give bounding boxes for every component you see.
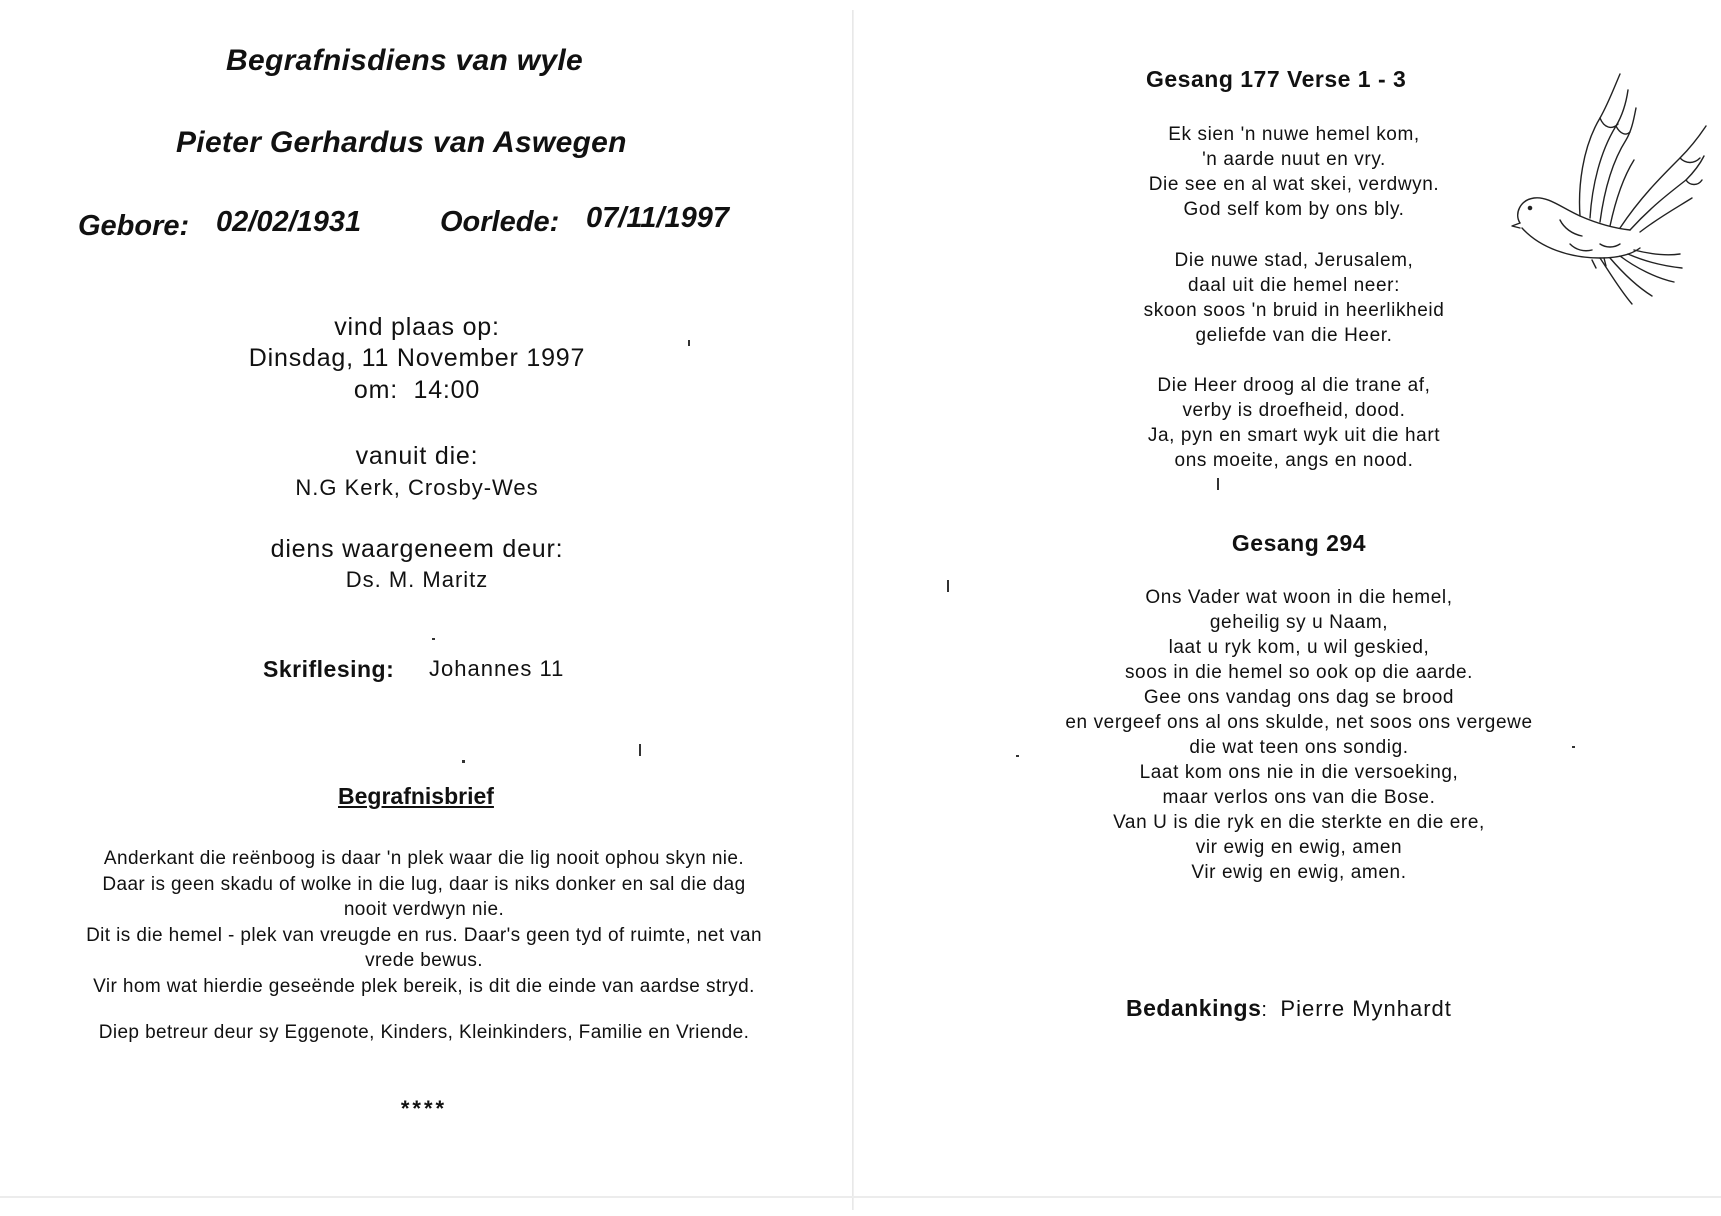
died-label: Oorlede: [440, 206, 560, 238]
died-date: 07/11/1997 [586, 202, 729, 234]
verse-line: daal uit die hemel neer: [1188, 275, 1400, 296]
verse-line: Gee ons vandag ons dag se brood [1143, 687, 1455, 708]
letter-line: Vir hom wat hierdie geseënde plek bereik, is dit die einde van aardse stryd. [93, 975, 755, 997]
verse-line: Die nuwe stad, Jerusalem, [1174, 250, 1414, 271]
hymn2-title: Gesang 294 [1231, 530, 1367, 556]
letter-title: Begrafnisbrief [338, 783, 494, 809]
page-bottom-edge [0, 1196, 1721, 1198]
thanks-label: Bedankings [1126, 995, 1262, 1021]
verse-line: Die see en al wat skei, verdwyn. [1148, 174, 1440, 195]
letter-body [24, 846, 824, 999]
time-label: om: [353, 376, 398, 404]
scan-speck [1217, 478, 1219, 490]
time-value: 14:00 [413, 376, 481, 404]
service-date: Dinsdag, 11 November 1997 [248, 344, 586, 372]
verse-line: maar verlos ons van die Bose. [1162, 787, 1436, 808]
scan-speck [1572, 746, 1575, 748]
letter-line: Daar is geen skadu of wolke in die lug, daar is niks donker en sal die dag [102, 873, 746, 895]
service-time [0, 376, 834, 405]
verse-line: geliefde van die Heer. [1195, 325, 1393, 346]
scan-speck [688, 340, 690, 346]
verse-line: verby is droefheid, dood. [1182, 400, 1406, 421]
service-heading: Begrafnisdiens van wyle [226, 44, 584, 77]
hymn2-body [944, 585, 1654, 885]
thanks-line: Bedankings: Pierre Mynhardt [1126, 995, 1452, 1021]
letter-line: vrede bewus. [365, 950, 483, 971]
reading-label: Skriflesing: [263, 656, 395, 682]
verse-line: laat u ryk kom, u wil geskied, [1168, 637, 1430, 658]
mourners-line: Diep betreur deur sy Eggenote, Kinders, Kleinkinders, Familie en Vriende. [98, 1022, 750, 1043]
left-page [0, 0, 854, 1216]
from-label: vanuit die: [355, 442, 479, 470]
verse-line: Die Heer droog al die trane af, [1157, 375, 1431, 396]
scan-speck [462, 760, 465, 763]
verse-line: vir ewig en ewig, amen [1195, 837, 1403, 858]
letter-line: nooit verdwyn nie. [343, 899, 505, 920]
verse-line: Laat kom ons nie in die versoeking, [1139, 762, 1459, 783]
right-page [854, 0, 1721, 1216]
scan-speck [947, 580, 949, 592]
closing-stars: **** [400, 1096, 448, 1121]
scan-speck [432, 638, 435, 640]
verse-line: en vergeef ons al ons skulde, net soos ons vergewe [1065, 712, 1533, 733]
scan-speck [1016, 755, 1019, 757]
born-date: 02/02/1931 [216, 206, 362, 238]
letter-line: Anderkant die reënboog is daar 'n plek waar die lig nooit ophou skyn nie. [103, 848, 745, 869]
verse-line: ons moeite, angs en nood. [1174, 450, 1414, 471]
hymn1-title: Gesang 177 Verse 1 - 3 [1146, 66, 1407, 92]
verse-line: God self kom by ons bly. [1183, 199, 1405, 220]
reading-value: Johannes 11 [429, 656, 565, 681]
letter-line: Dit is die hemel - plek van vreugde en rus. Daar's geen tyd of ruimte, net van [86, 924, 762, 946]
thanks-name: Pierre Mynhardt [1280, 996, 1452, 1021]
verse-line: Ja, pyn en smart wyk uit die hart [1147, 425, 1441, 446]
scan-speck [639, 744, 641, 756]
dove-icon [1500, 68, 1710, 308]
officiant-name: Ds. M. Maritz [345, 567, 489, 592]
deceased-name: Pieter Gerhardus van Aswegen [176, 126, 627, 159]
verse-line: Vir ewig en ewig, amen. [1191, 862, 1407, 883]
verse-line: Ons Vader wat woon in die hemel, [1145, 587, 1453, 608]
church-name: N.G Kerk, Crosby-Wes [295, 475, 539, 500]
venue-intro: vind plaas op: [334, 313, 500, 341]
verse-line: Van U is die ryk en die sterkte en die ere, [1113, 812, 1485, 833]
verse-line: geheilig sy u Naam, [1209, 612, 1389, 633]
hymn1-stanza-3 [944, 373, 1644, 473]
verse-line: die wat teen ons sondig. [1189, 737, 1409, 758]
verse-line: Ek sien 'n nuwe hemel kom, [1168, 124, 1420, 145]
verse-line: 'n aarde nuut en vry. [1202, 149, 1386, 170]
officiant-label: diens waargeneem deur: [270, 535, 564, 563]
verse-line: skoon soos 'n bruid in heerlikheid [1143, 300, 1445, 321]
born-label: Gebore: [78, 210, 190, 242]
verse-line: soos in die hemel so ook op die aarde. [1124, 662, 1474, 683]
